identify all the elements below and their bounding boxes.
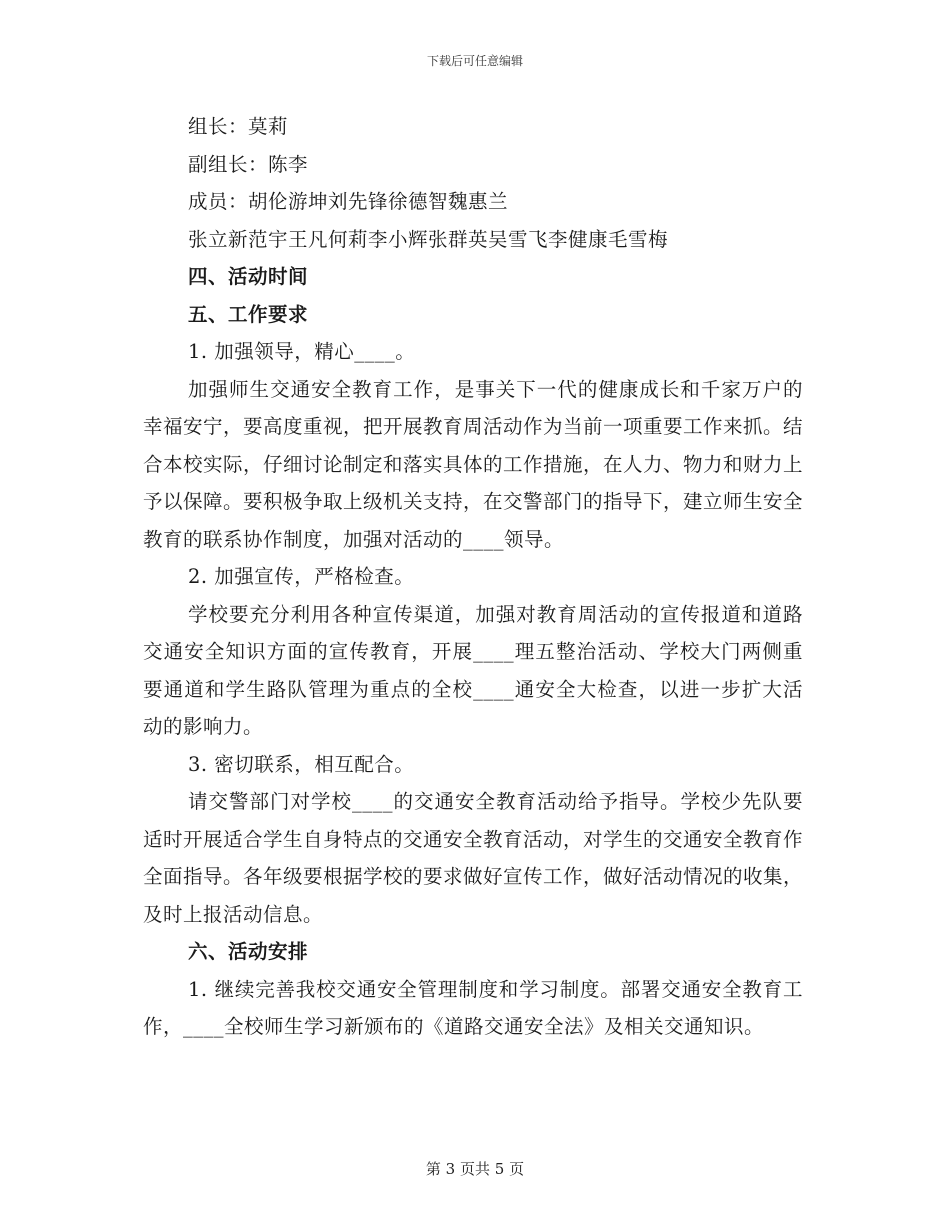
page-header: 下载后可任意编辑 — [426, 54, 523, 68]
paragraph-cooperation: 请交警部门对学校____的交通安全教育活动给予指导。学校少先队要适时开展适合学生自身特点的交通安全教育活动，对学生的交通安全教育作全面指导。各年级要根据学校的要求做好宣传工作，做好活动情况的收集，及时上报活动信息。 — [143, 790, 804, 926]
document-body — [143, 108, 803, 1046]
members-line-2: 张立新范宇王凡何莉李小辉张群英吴雪飞李健康毛雪梅 — [188, 227, 669, 251]
members-line-1: 成员：胡伦游坤刘先锋徐德智魏惠兰 — [188, 190, 509, 213]
subheading-cooperation: 3. 密切联系，相互配合。 — [188, 752, 415, 776]
subheading-publicity: 2. 加强宣传，严格检查。 — [188, 565, 415, 588]
paragraph-arrangement-1: 1. 继续完善我校交通安全管理制度和学习制度。部署交通安全教育工作，____全校师生学习新颁布的《道路交通安全法》及相关交通知识。 — [143, 977, 803, 1038]
paragraph-publicity: 学校要充分利用各种宣传渠道，加强对教育周活动的宣传报道和道路交通安全知识方面的宣传教育，开展____理五整治活动、学校大门两侧重要通道和学生路队管理为重点的全校____通安全大检查，以进一步扩大活动的影响力。 — [143, 602, 803, 738]
leader-line: 组长：莫莉 — [188, 115, 289, 138]
section-heading-activity-arrangement: 六、活动安排 — [188, 940, 309, 963]
section-heading-work-requirements: 五、工作要求 — [188, 302, 309, 326]
paragraph-leadership: 加强师生交通安全教育工作，是事关下一代的健康成长和千家万户的幸福安宁，要高度重视，把开展教育周活动作为当前一项重要工作来抓。结合本校实际，仔细讨论制定和落实具体的工作措施，在人力、物力和财力上予以保障。要积极争取上级机关支持，在交警部门的指导下，建立师生安全教育的联系协作制度，加强对活动的____领导。 — [143, 377, 804, 551]
page-number: 第 3 页共 5 页 — [425, 1160, 525, 1178]
section-heading-activity-time: 四、活动时间 — [188, 265, 309, 288]
subheading-leadership: 1. 加强领导，精心____。 — [188, 340, 416, 363]
vice-leader-line: 副组长：陈李 — [188, 152, 309, 176]
